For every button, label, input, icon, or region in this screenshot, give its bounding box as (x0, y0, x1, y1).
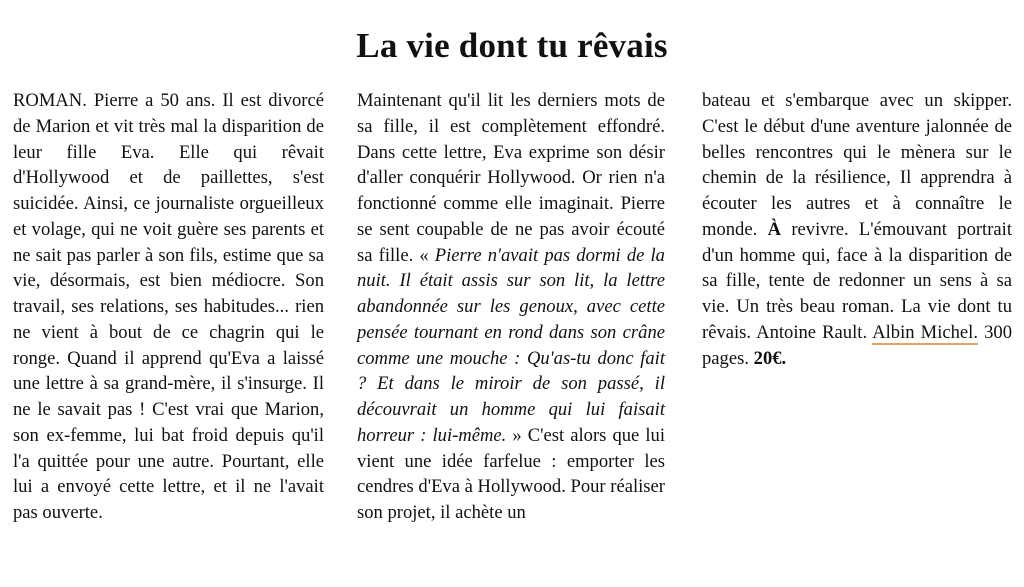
page-count: 300 pages. (702, 321, 1012, 369)
genre-label: ROMAN. (13, 90, 87, 111)
price-label: 20€. (753, 347, 787, 369)
article-column-1 (13, 88, 324, 526)
column-1-text: Pierre a 50 ans. Il est divorcé de Marion et vit très mal la disparition de leur fille Eva. Elle qui rêvait d'Hollywood et de paillettes, s'est suicidée. Ainsi, ce journaliste orgueilleux et volage, qui ne voit guère ses parents et ne sait pas parler à son fils, estime que sa vie, désormais, est bien médiocre. Son travail, ses relations, ses habitudes... rien ne vient à bout de ce chagrin qui le ronge. Quand il apprend qu'Eva a laissé une lettre à sa grand-mère, il s'insurge. Il ne le savait pas ! C'est vrai que Marion, son ex-femme, lui bat froid depuis qu'il l'a quittée pour une autre. Pourtant, elle lui a envoyé cette lettre, et il ne l'avait pas ouverte. (13, 90, 324, 523)
column-2-paragraph (357, 88, 665, 526)
publisher-name: Albin Michel. (872, 321, 978, 343)
column-2-text-before: Maintenant qu'il lit les derniers mots de sa fille, il est complètement effondré. Dans cette lettre, Eva exprime son désir d'aller conquérir Hollywood. Or rien n'a fonctionné comme elle imaginait. Pierre se sent coupable de ne pas avoir écouté sa fille. « (357, 90, 665, 266)
emphasis-word: À (767, 218, 782, 240)
article-column-2 (357, 88, 665, 526)
column-2-text-after: » C'est alors que lui vient une idée farfelue : emporter les cendres d'Eva à Hollywood. Pour réaliser son projet, il achète un (357, 424, 665, 523)
article-column-3 (702, 88, 1012, 371)
column-3-text: bateau et s'embarque avec un skipper. C'est le début d'une aventure jalonnée de belles rencontres qui le mènera sur le chemin de la résilience, Il apprendra à écouter les autres et à connaître le monde. (702, 90, 1012, 240)
column-3-text-2: revivre. L'émouvant portrait d'un homme qui, face à la disparition de sa fille, tente de redonner un sens à sa vie. Un très beau roman. La vie dont tu rêvais. Antoine Rault. (702, 218, 1012, 343)
column-1-paragraph (13, 88, 324, 526)
book-quote: Pierre n'avait pas dormi de la nuit. Il était assis sur son lit, la lettre abandonnée sur les genoux, avec cette pensée tournant en rond dans son crâne comme une mouche : Qu'as-tu donc fait ? Et dans le miroir de son passé, il découvrait un homme qui lui faisait horreur : lui-même. (357, 244, 665, 446)
article-title: La vie dont tu rêvais (356, 26, 668, 66)
column-3-paragraph (702, 88, 1012, 371)
